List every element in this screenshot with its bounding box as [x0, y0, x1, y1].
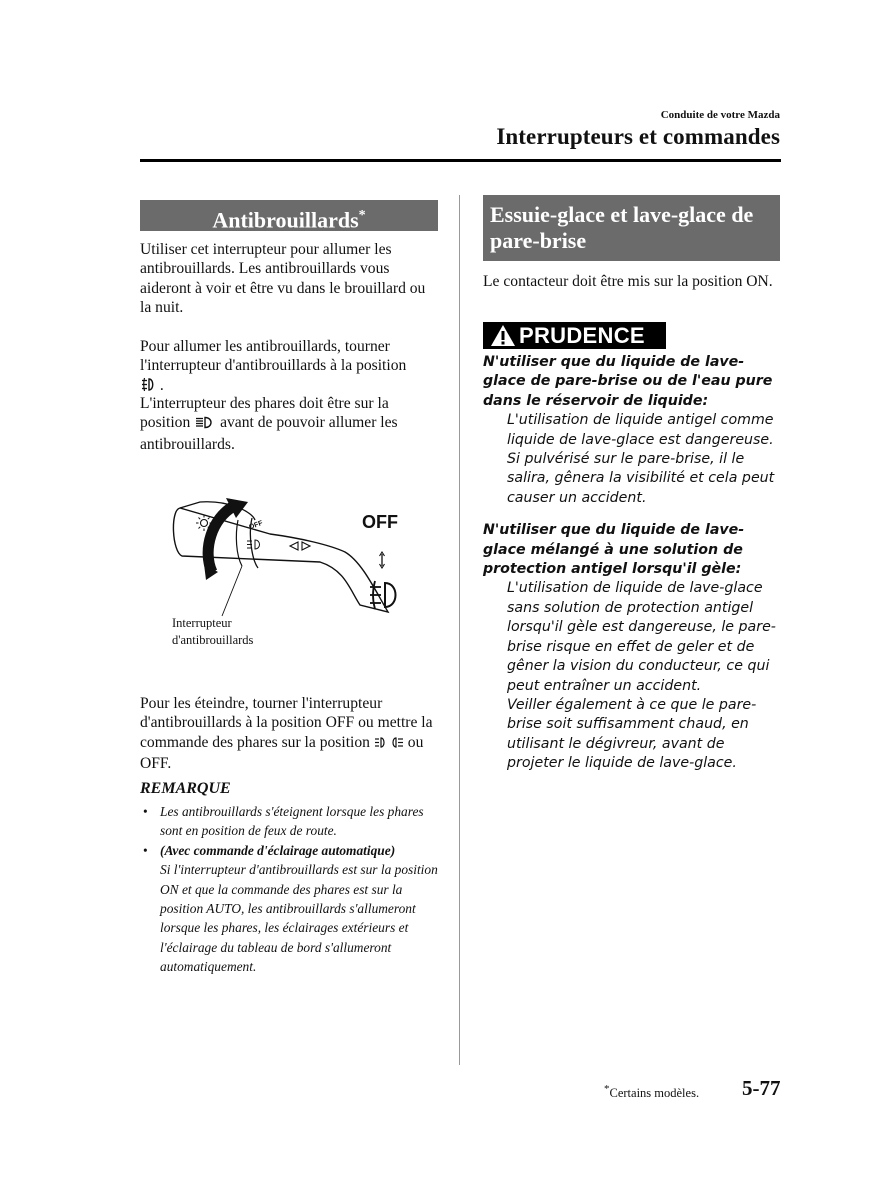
note-text: Les antibrouillards s'éteignent lorsque les phares sont en position de feux de route.	[160, 804, 424, 839]
ring-off-label: OFF	[248, 519, 264, 532]
footnote-mark: *	[604, 1083, 610, 1095]
fog-switch-drawing	[140, 490, 440, 620]
turn-off-end: ou OFF.	[140, 733, 424, 773]
footnote-text: Certains modèles.	[609, 1086, 700, 1101]
turn-on-paragraph	[140, 337, 440, 397]
figure-caption	[172, 615, 253, 649]
note-subheading: (Avec commande d'éclairage automatique)	[160, 842, 396, 858]
caption-line-1: Interrupteur	[172, 616, 232, 630]
title-rule	[140, 159, 781, 162]
caution-body-2: L'utilisation de liquide de lave-glace sans solution de protection antigel lorsqu'il gèle est dangereuse, le pare-brise risque en effet de geler et de gêner la vision du conducteur, ce qui peut entraîner un accident.	[507, 580, 776, 694]
note-item: • (Avec commande d'éclairage automatique) Si l'interrupteur d'antibrouillards est sur la position ON et que la commande des phares est sur la position AUTO, les antibrouillards s'allumeront lorsque les phares, les éclairages extérieurs et l'éclairage du tableau de bord s'allumeront automatiquement.	[143, 842, 438, 975]
turn-off-paragraph	[140, 694, 440, 774]
intro-paragraph: Utiliser cet interrupteur pour allumer les antibrouillards. Les antibrouillards vous aideront à voir et être vu dans le brouillard ou la nuit.	[140, 241, 426, 317]
warning-triangle-icon	[490, 324, 516, 352]
ignition-requirement-paragraph: Le contacteur doit être mis sur la position ON.	[483, 273, 773, 290]
turn-on-text: Pour allumer les antibrouillards, tourner l'interrupteur d'antibrouillards à la position	[140, 338, 407, 375]
section-heading-fog-lights	[140, 200, 438, 231]
turn-off-text: Pour les éteindre, tourner l'interrupteur d'antibrouillards à la position OFF ou mettre la commande des phares sur la position	[140, 695, 433, 751]
caution-label: PRUDENCE	[519, 323, 645, 348]
page-title: Interrupteurs et commandes	[496, 124, 780, 149]
caution-body-1: L'utilisation de liquide antigel comme liquide de lave-glace est dangereuse. Si pulvérisé sur le pare-brise, il le salira, gênera la visibilité et cela peut causer un accident.	[507, 412, 775, 506]
caution-body-3: Veiller également à ce que le pare-brise soit suffisamment chaud, en utilisant le dégivreur, avant de projeter le liquide de lave-glace.	[507, 696, 757, 772]
model-asterisk: *	[358, 208, 366, 223]
section-heading-wipers: Essuie-glace et lave-glace de pare-brise	[483, 195, 780, 261]
parking-light-icon	[374, 735, 404, 754]
section-label: Conduite de votre Mazda	[660, 109, 780, 121]
off-position-label: OFF	[362, 512, 398, 532]
note-title: REMARQUE	[140, 780, 231, 797]
caution-text	[483, 353, 783, 774]
caption-line-2: d'antibrouillards	[172, 633, 254, 647]
note-list	[140, 802, 440, 977]
headlight-icon	[194, 415, 216, 434]
requirement-text-a: L'interrupteur des phares doit être sur la position	[140, 395, 389, 432]
turn-on-end: .	[159, 376, 164, 394]
column-divider	[459, 195, 460, 1065]
footnote	[604, 1083, 699, 1101]
section-heading-text: Antibrouillards	[212, 207, 359, 233]
note-item: • Les antibrouillards s'éteignent lorsque les phares sont en position de feux de route.	[143, 804, 424, 839]
note-text: Si l'interrupteur d'antibrouillards est sur la position ON et que la commande des phares est sur la position AUTO, les antibrouillards s'allumeront lorsque les phares, les éclairages extérieurs et l'éclairage du tableau de bord s'allumeront automatiquement.	[160, 862, 438, 975]
page-number: 5-77	[742, 1076, 781, 1100]
caution-banner	[483, 322, 666, 349]
headlight-requirement-paragraph	[140, 394, 440, 454]
caution-heading-1: N'utiliser que du liquide de lave-glace de pare-brise ou de l'eau pure dans le réservoir de liquide:	[483, 354, 773, 409]
caution-heading-2: N'utiliser que du liquide de lave-glace mélangé à une solution de protection antigel lorsqu'il gèle:	[483, 522, 745, 578]
requirement-text-b: avant de pouvoir allumer les antibrouillards.	[140, 414, 398, 453]
